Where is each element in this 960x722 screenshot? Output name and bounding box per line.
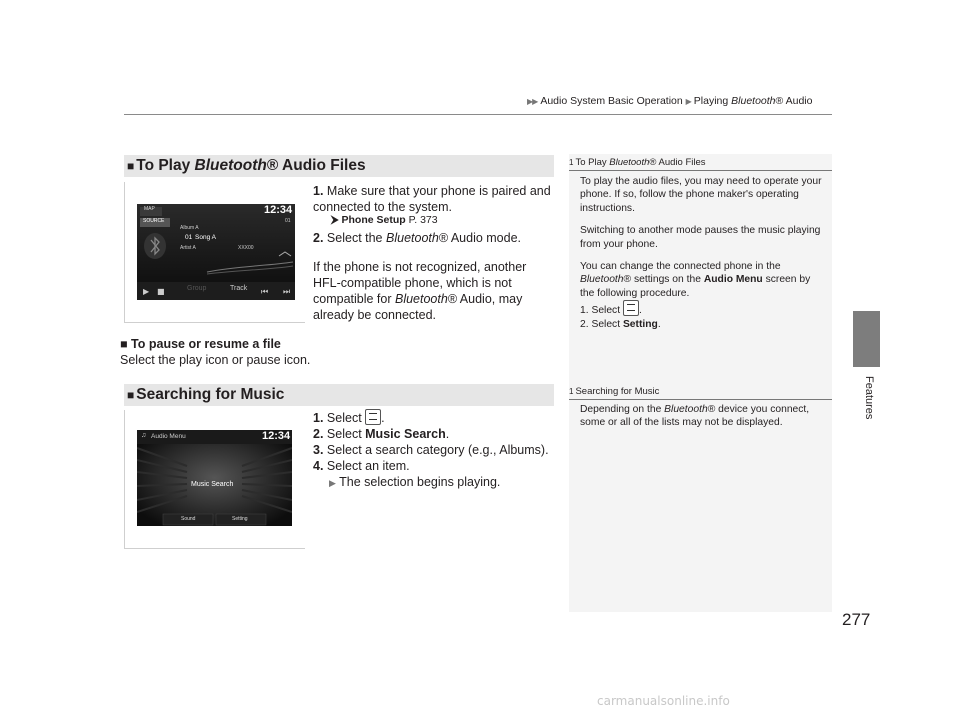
music-search-button[interactable]: Music Search	[191, 481, 234, 488]
album-label: Album A	[180, 225, 199, 231]
setting-button[interactable]: Setting	[232, 516, 248, 522]
track-button[interactable]: Track	[230, 285, 248, 292]
song-number: 01	[185, 234, 193, 241]
watermark: carmanualsonline.info	[597, 694, 730, 708]
screen-image-frame-2	[124, 410, 305, 549]
menu-button-icon	[365, 409, 381, 425]
search-steps	[313, 409, 553, 491]
side-note-body-1: To play the audio files, you may need to operate your phone. If so, follow the phone maker's operating instructions. Switching to another mode pauses the music playing from your phone. You can change the connected phone in the Bluetooth® settings on the Audio Menu screen by the following procedure. 1. Select . 2. Select Setting.	[580, 175, 826, 331]
map-button[interactable]: MAP	[144, 206, 155, 212]
breadcrumb-item-2[interactable]: Playing Bluetooth® Audio	[693, 95, 813, 107]
music-note-icon: ♫	[141, 432, 147, 439]
step-1: 1. Make sure that your phone is paired and connected to the system.	[313, 184, 551, 214]
clock: 12:34	[264, 204, 293, 216]
search-step-4: 4. Select an item.	[313, 459, 410, 473]
side-note-body-2: Depending on the Bluetooth® device you connect, some or all of the lists may not be displayed.	[580, 404, 810, 429]
screen-image-frame	[124, 182, 305, 323]
audio-menu-title: Audio Menu	[151, 433, 186, 440]
song-label: Song A	[195, 234, 216, 241]
svg-text:■: ■	[157, 287, 165, 296]
note-marker-icon: 1	[569, 158, 574, 167]
audio-menu-screen-image	[137, 430, 292, 526]
svg-text:▶: ▶	[143, 287, 150, 296]
breadcrumb-item-1[interactable]: Audio System Basic Operation	[540, 95, 683, 107]
artist-label: Artist A	[180, 245, 196, 251]
side-note-heading-2: 1 Searching for Music	[569, 385, 832, 400]
step-2: 2. Select the Bluetooth® Audio mode.	[313, 231, 522, 245]
track-number: 01	[285, 218, 291, 224]
note-paragraph: If the phone is not recognized, another HFL-compatible phone, which is not compatible for Bluetooth® Audio, may already be connected.	[313, 260, 527, 322]
group-button[interactable]: Group	[187, 285, 207, 292]
svg-text:⏮: ⏮	[261, 287, 269, 296]
extra-label: XXX00	[238, 245, 254, 251]
side-step-1: 1. Select .	[580, 300, 826, 317]
chapter-tab-marker	[853, 311, 880, 367]
subheading-pause: ■ To pause or resume a file	[120, 337, 281, 351]
double-arrow-icon: ▶▶	[527, 97, 538, 106]
side-note-heading-1: 1 To Play Bluetooth® Audio Files	[569, 156, 832, 171]
subheading-pause-text: Select the play icon or pause icon.	[120, 353, 311, 367]
page-number: 277	[842, 610, 871, 629]
search-step-3: 3. Select a search category (e.g., Albums).	[313, 443, 549, 457]
result-arrow-icon: ▶	[329, 478, 336, 488]
clock-2: 12:34	[262, 430, 291, 442]
cross-reference[interactable]: ⮞ Phone Setup P. 373	[331, 214, 438, 226]
source-button[interactable]: SOURCE	[143, 218, 165, 224]
header-divider	[124, 114, 832, 115]
breadcrumb	[527, 95, 832, 107]
menu-button-icon-side	[623, 300, 639, 316]
arrow-icon: ▶	[685, 97, 691, 106]
side-step-2: 2. Select Setting.	[580, 318, 661, 330]
svg-text:⏭: ⏭	[283, 287, 291, 296]
audio-menu-graphic	[137, 430, 292, 526]
search-result: ▶ The selection begins playing.	[329, 475, 501, 489]
audio-screen-image	[137, 204, 295, 300]
xref-arrow-icon: ⮞	[331, 214, 339, 226]
search-step-2: 2. Select Music Search.	[313, 427, 450, 441]
sound-button[interactable]: Sound	[181, 516, 196, 522]
chapter-tab-label: Features	[863, 376, 875, 420]
section-heading-play-bluetooth: ■ To Play Bluetooth® Audio Files	[124, 155, 554, 177]
search-step-1: 1. Select .	[313, 411, 385, 425]
note-marker-icon-2: 1	[569, 387, 574, 396]
section-heading-search: ■ Searching for Music	[124, 384, 554, 406]
